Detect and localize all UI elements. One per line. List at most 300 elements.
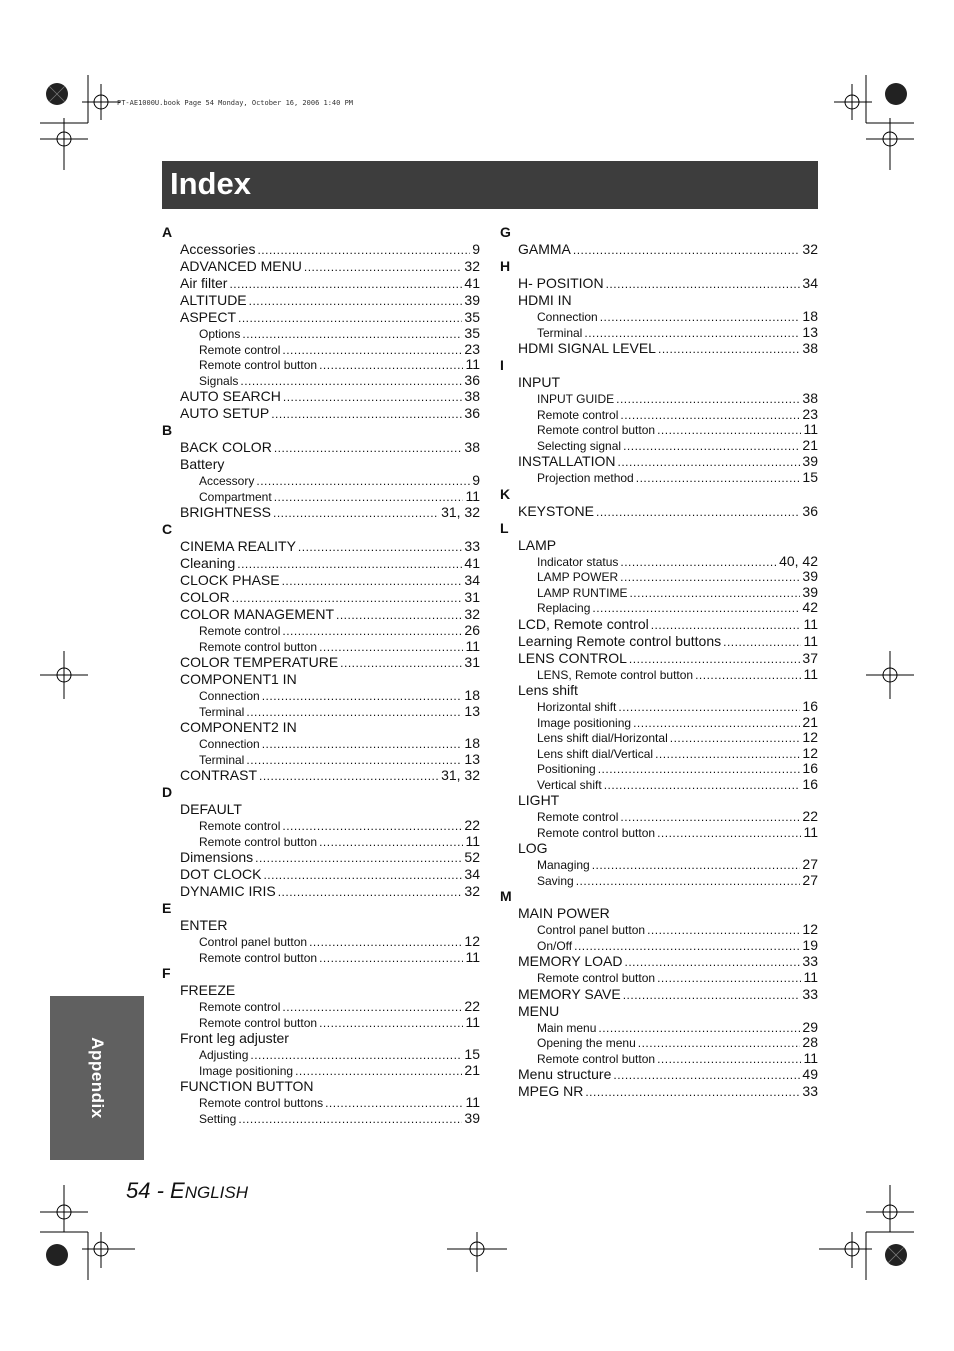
dot-leader [271, 406, 462, 423]
index-letter-heading: F [162, 965, 171, 981]
index-term: Connection [537, 310, 598, 324]
page-reference: 11 [465, 1013, 480, 1030]
dot-leader [274, 440, 463, 457]
index-entry [162, 456, 480, 473]
page-reference: 16 [802, 775, 818, 792]
dot-leader [319, 358, 463, 374]
page-reference: 12 [802, 729, 818, 745]
index-term: LOG [518, 840, 548, 856]
index-term: ENTER [180, 917, 228, 933]
index-entry [162, 849, 480, 866]
index-subentry [500, 667, 818, 683]
page-reference: 13 [802, 323, 818, 340]
language-rest: NGLISH [184, 1183, 249, 1202]
index-subentry [500, 825, 818, 841]
index-letter-heading: G [500, 224, 511, 240]
index-entry [500, 650, 818, 667]
dot-leader [238, 1112, 462, 1128]
dot-leader [618, 700, 800, 716]
index-column-left [162, 224, 480, 1126]
dot-leader [620, 555, 777, 571]
index-term: MEMORY LOAD [518, 953, 623, 969]
dot-leader [625, 954, 801, 971]
index-term: MEMORY SAVE [518, 985, 621, 1002]
index-subentry [500, 1020, 818, 1036]
page-reference: 31 [464, 589, 480, 605]
index-term: Dimensions [180, 849, 254, 865]
index-entry [500, 292, 818, 309]
page-reference: 22 [802, 808, 818, 824]
page-reference: 41 [464, 275, 480, 291]
dot-leader [638, 1036, 801, 1052]
page-reference: 27 [802, 856, 818, 872]
page-reference: 31 [464, 654, 480, 670]
index-entry [162, 719, 480, 736]
index-term: Remote control [537, 407, 619, 422]
page-reference: 21 [464, 1061, 480, 1078]
index-letter-heading: C [162, 521, 173, 537]
index-subentry [500, 585, 818, 601]
index-subentry [500, 325, 818, 341]
index-term: Remote control [537, 810, 619, 824]
dot-leader [340, 655, 462, 672]
index-letter-heading: I [500, 357, 504, 373]
index-term: Terminal [537, 325, 583, 340]
index-term: Managing [537, 858, 590, 872]
index-entry [162, 504, 480, 521]
page-reference: 31, 32 [441, 767, 480, 783]
dot-leader [596, 504, 800, 521]
dot-leader [282, 624, 462, 640]
dot-leader [592, 601, 800, 617]
dot-leader [246, 753, 462, 769]
index-entry [500, 340, 818, 357]
index-term: KEYSTONE [518, 502, 594, 519]
index-subentry [500, 761, 818, 777]
index-term: ASPECT [180, 309, 237, 325]
dot-leader [283, 389, 463, 406]
index-term: Positioning [537, 762, 596, 776]
dot-leader [237, 556, 462, 573]
index-term: Setting [199, 1111, 237, 1126]
dot-leader [278, 884, 463, 901]
index-subentry [162, 736, 480, 752]
dot-leader [263, 867, 462, 884]
dot-leader [620, 408, 800, 424]
page-reference: 11 [803, 1049, 818, 1066]
index-term: Main menu [537, 1020, 597, 1035]
index-term: Remote control buttons [199, 1096, 324, 1110]
index-term: Remote control button [537, 1051, 656, 1066]
index-entry [162, 654, 480, 671]
page-reference: 32 [464, 258, 480, 274]
index-term: Selecting signal [537, 438, 622, 453]
page-reference: 11 [803, 632, 818, 649]
index-entry [162, 258, 480, 275]
index-subentry [162, 1111, 480, 1127]
page-reference: 11 [465, 832, 480, 849]
dot-leader [282, 1000, 462, 1016]
index-term: Remote control button [537, 423, 656, 437]
dot-leader [598, 1021, 800, 1037]
index-term: Remote control button [199, 950, 318, 965]
index-term: DOT CLOCK [180, 866, 262, 882]
section-tab [50, 996, 144, 1160]
page-reference: 11 [465, 487, 480, 504]
page-reference: 38 [464, 439, 480, 455]
page-reference: 15 [802, 469, 818, 485]
index-entry [500, 374, 818, 391]
page-number: 54 - [126, 1178, 171, 1203]
index-subentry [500, 938, 818, 954]
page-reference: 11 [803, 969, 818, 985]
dot-leader [232, 590, 463, 607]
index-entry [162, 982, 480, 999]
page-reference: 39 [802, 583, 818, 600]
index-term: Terminal [199, 704, 245, 719]
page-reference: 32 [802, 241, 818, 257]
index-term: Remote control [199, 1000, 281, 1014]
page-reference: 33 [464, 538, 480, 554]
page-reference: 16 [802, 698, 818, 714]
index-term: LENS, Remote control button [537, 667, 694, 682]
index-term: DEFAULT [180, 801, 242, 817]
index-term: Menu structure [518, 1066, 612, 1082]
page-reference: 19 [802, 936, 818, 953]
index-term: COMPONENT1 IN [180, 671, 297, 687]
index-subentry [162, 934, 480, 950]
index-letter-heading: B [162, 422, 173, 438]
dot-leader [723, 634, 801, 651]
index-term: LCD, Remote control [518, 615, 649, 632]
dot-leader [319, 835, 463, 851]
index-term: Remote control button [199, 834, 318, 849]
page-reference: 11 [465, 1094, 480, 1110]
page-reference: 9 [472, 472, 480, 488]
section-tab-label: Appendix [88, 1037, 107, 1119]
index-entry [500, 1083, 818, 1100]
index-term: Remote control [199, 819, 281, 833]
page-reference: 38 [802, 340, 818, 356]
index-term: COLOR TEMPERATURE [180, 654, 339, 670]
index-subentry [162, 1095, 480, 1111]
index-term: Signals [199, 373, 239, 388]
dot-leader [636, 471, 801, 487]
dot-leader [655, 747, 800, 763]
index-subentry [500, 715, 818, 731]
index-subentry [500, 970, 818, 986]
index-term: Connection [199, 689, 260, 703]
index-subentry [500, 470, 818, 486]
page-reference: 34 [802, 275, 818, 291]
page-reference: 36 [464, 405, 480, 421]
index-subentry [162, 623, 480, 639]
index-term: Remote control [199, 624, 281, 638]
index-subentry [500, 438, 818, 454]
page-reference: 39 [802, 568, 818, 584]
page-reference: 33 [802, 1083, 818, 1099]
page-reference: 11 [465, 356, 480, 372]
index-term: ALTITUDE [180, 292, 247, 308]
dot-leader [657, 423, 801, 439]
index-subentry [162, 818, 480, 834]
index-term: Control panel button [199, 935, 308, 949]
dot-leader [629, 651, 801, 668]
dot-leader [240, 374, 462, 390]
index-term: Replacing [537, 601, 591, 615]
page-reference: 35 [464, 309, 480, 325]
index-letter-heading: K [500, 485, 511, 502]
dot-leader [657, 1052, 801, 1068]
dot-leader [651, 617, 802, 634]
index-subentry [162, 1047, 480, 1063]
index-entry [162, 241, 480, 258]
index-entry [162, 883, 480, 900]
index-term: MAIN POWER [518, 905, 610, 921]
index-term: On/Off [537, 938, 573, 953]
page-reference: 18 [464, 735, 480, 751]
index-entry [162, 606, 480, 623]
index-entry [162, 767, 480, 784]
index-subentry [500, 746, 818, 762]
index-term: Projection method [537, 471, 634, 485]
index-term: Indicator status [537, 554, 619, 569]
index-entry [500, 792, 818, 809]
index-term: ADVANCED MENU [180, 258, 302, 274]
index-term: Remote control button [537, 971, 656, 985]
page-reference: 18 [802, 308, 818, 324]
index-entry [162, 405, 480, 422]
print-meta-line: PT-AE1000U.book Page 54 Monday, October 16, 2006 1:40 PM [117, 99, 354, 107]
index-term: Remote control button [199, 639, 318, 654]
page-reference: 9 [472, 241, 480, 257]
index-term: Front leg adjuster [180, 1030, 289, 1046]
index-term: HDMI SIGNAL LEVEL [518, 340, 656, 356]
index-entry [162, 388, 480, 405]
index-column-right [500, 224, 818, 1100]
dot-leader [606, 276, 801, 293]
index-term: AUTO SEARCH [180, 388, 281, 404]
dot-leader [584, 326, 800, 342]
index-subentry [162, 373, 480, 389]
index-entry [500, 503, 818, 520]
page-reference: 32 [464, 606, 480, 622]
index-subentry [500, 699, 818, 715]
page-reference: 39 [464, 1109, 480, 1126]
index-letter-heading: M [500, 888, 512, 904]
index-term: Lens shift [518, 682, 578, 698]
dot-leader [647, 923, 800, 939]
index-subentry [500, 777, 818, 793]
index-subentry [500, 873, 818, 889]
index-entry [162, 801, 480, 818]
index-term: AUTO SETUP [180, 405, 270, 421]
dot-leader [658, 341, 800, 358]
page-reference: 22 [464, 998, 480, 1014]
index-entry [162, 275, 480, 292]
page-reference: 33 [802, 953, 818, 969]
index-term: Saving [537, 873, 574, 888]
dot-leader [257, 242, 470, 259]
dot-leader [229, 276, 462, 293]
page-reference: 37 [802, 649, 818, 666]
index-entry [500, 453, 818, 470]
index-term: LAMP [518, 536, 557, 553]
index-entry [500, 1066, 818, 1083]
index-letter-heading: A [162, 224, 173, 240]
index-entry [162, 866, 480, 883]
index-subentry [162, 834, 480, 850]
index-term: CONTRAST [180, 767, 257, 783]
index-term: LENS CONTROL [518, 649, 627, 666]
index-letter-heading: H [500, 258, 511, 274]
index-entry [500, 986, 818, 1003]
dot-leader [623, 987, 801, 1004]
dot-leader [657, 971, 801, 987]
index-entry [162, 555, 480, 572]
dot-leader [623, 439, 800, 455]
index-term: MPEG NR [518, 1083, 584, 1099]
page-reference: 38 [802, 390, 818, 406]
index-subentry [162, 752, 480, 768]
page-reference: 13 [464, 702, 480, 719]
language-initial: E [170, 1178, 185, 1203]
index-term: INSTALLATION [518, 453, 616, 469]
page-reference: 11 [465, 948, 480, 965]
index-term: DYNAMIC IRIS [180, 883, 276, 899]
index-subentry [500, 857, 818, 873]
index-term: Battery [180, 456, 225, 472]
dot-leader [585, 1084, 800, 1101]
page-reference: 34 [464, 866, 480, 882]
dot-leader [259, 768, 439, 785]
page-reference: 11 [803, 615, 818, 632]
index-entry [162, 572, 480, 589]
index-term: Compartment [199, 489, 272, 504]
index-term: BRIGHTNESS [180, 504, 272, 520]
page-reference: 16 [802, 760, 818, 776]
index-entry [500, 840, 818, 857]
index-subentry [500, 809, 818, 825]
index-term: Accessories [180, 241, 256, 257]
page-reference: 23 [802, 405, 818, 422]
index-term: Vertical shift [537, 777, 602, 792]
page-reference: 35 [464, 325, 480, 341]
index-term: LIGHT [518, 792, 560, 808]
page-reference: 39 [802, 453, 818, 469]
index-term: CLOCK PHASE [180, 572, 280, 588]
page-reference: 11 [803, 421, 818, 437]
index-term: MENU [518, 1002, 560, 1019]
page-reference: 39 [464, 292, 480, 308]
index-entry [162, 439, 480, 456]
index-entry [162, 671, 480, 688]
page-reference: 26 [464, 622, 480, 638]
dot-leader [573, 242, 801, 259]
page-reference: 40, 42 [779, 552, 818, 569]
index-subentry [162, 1015, 480, 1031]
index-subentry [162, 357, 480, 373]
index-entry [162, 538, 480, 555]
index-subentry [500, 309, 818, 325]
index-entry [500, 1003, 818, 1020]
index-term: Opening the menu [537, 1036, 636, 1050]
index-entry [500, 616, 818, 633]
index-entry [500, 953, 818, 970]
dot-leader [319, 951, 463, 967]
index-entry [162, 292, 480, 309]
index-letter-heading: E [162, 900, 172, 916]
index-term: Image positioning [537, 715, 632, 730]
index-entry [162, 1030, 480, 1047]
dot-leader [620, 570, 800, 586]
index-subentry [162, 688, 480, 704]
index-term: LAMP POWER [537, 570, 619, 584]
index-entry [500, 275, 818, 292]
index-term: FUNCTION BUTTON [180, 1078, 314, 1094]
index-subentry [162, 342, 480, 358]
index-letter-heading: L [500, 519, 509, 536]
index-entry [500, 537, 818, 554]
dot-leader [309, 935, 462, 951]
dot-leader [282, 343, 462, 359]
dot-leader [633, 716, 800, 732]
dot-leader [304, 259, 463, 276]
index-term: Air filter [180, 275, 228, 291]
index-entry [500, 633, 818, 650]
index-subentry [500, 730, 818, 746]
index-subentry [500, 569, 818, 585]
dot-leader [282, 573, 463, 590]
dot-leader [273, 505, 439, 522]
index-subentry [162, 950, 480, 966]
page-reference: 36 [464, 371, 480, 388]
page-reference: 23 [464, 340, 480, 357]
dot-leader [256, 474, 470, 490]
index-term: LAMP RUNTIME [537, 585, 628, 600]
index-term: Remote control button [199, 358, 318, 372]
index-subentry [162, 326, 480, 342]
page-reference: 52 [464, 849, 480, 865]
index-entry [500, 905, 818, 922]
index-term: COLOR MANAGEMENT [180, 606, 335, 622]
page-reference: 49 [802, 1066, 818, 1082]
page-reference: 13 [464, 750, 480, 767]
dot-leader [295, 1064, 462, 1080]
page-reference: 11 [803, 823, 818, 840]
page-reference: 32 [464, 883, 480, 899]
index-term: INPUT GUIDE [537, 392, 615, 406]
index-subentry [500, 922, 818, 938]
dot-leader [629, 586, 800, 602]
index-entry [162, 1078, 480, 1095]
dot-leader [574, 939, 800, 955]
index-subentry [500, 600, 818, 616]
index-subentry [500, 554, 818, 570]
dot-leader [298, 539, 463, 556]
dot-leader [262, 689, 463, 705]
index-entry [500, 682, 818, 699]
index-term: Horizontal shift [537, 700, 617, 714]
dot-leader [249, 293, 463, 310]
page-reference: 27 [802, 871, 818, 888]
index-subentry [162, 489, 480, 505]
dot-leader [336, 607, 462, 624]
index-entry [162, 309, 480, 326]
index-term: Learning Remote control buttons [518, 632, 722, 649]
index-subentry [500, 1035, 818, 1051]
dot-leader [600, 310, 801, 326]
